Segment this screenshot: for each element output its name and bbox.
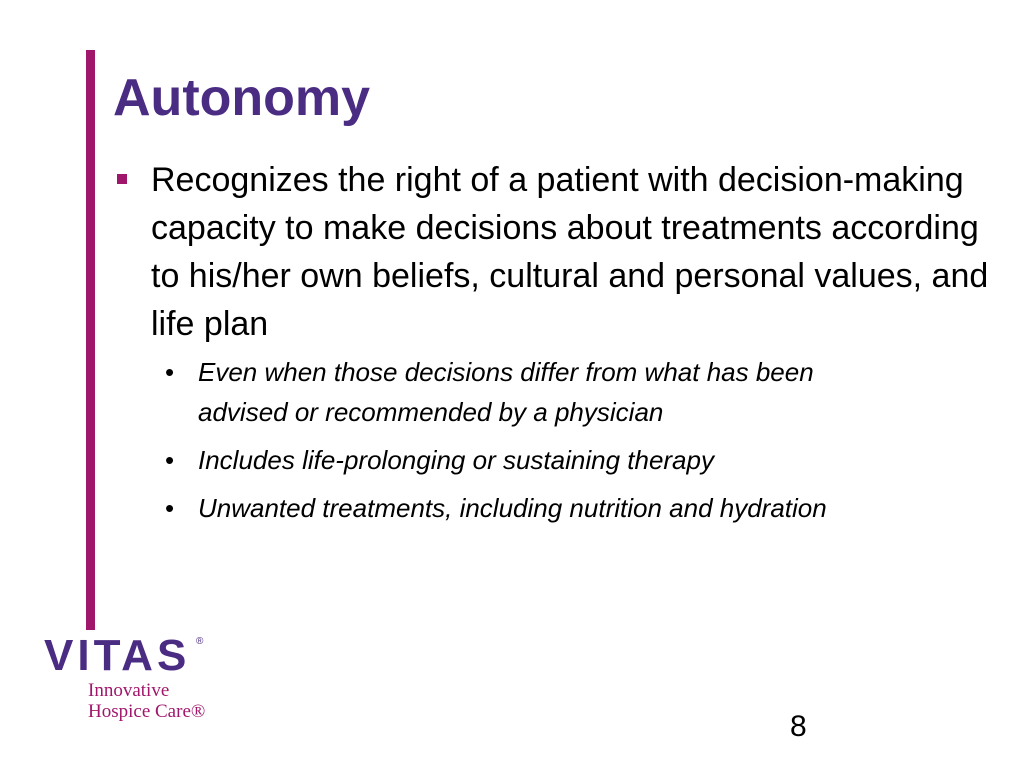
sub-bullet-text: Includes life-prolonging or sustaining therapy [198, 445, 714, 475]
bullet-text: Recognizes the right of a patient with decision-making capacity to make decisions about treatments according to his/her own beliefs, cultural and personal values, and life plan [151, 161, 989, 343]
tagline-line-2: Hospice Care® [88, 701, 206, 722]
sub-bullet-item [165, 440, 898, 480]
dot-bullet-icon: • [165, 445, 175, 475]
bullet-item [113, 156, 993, 348]
vitas-logo [44, 631, 244, 722]
slide-content [113, 156, 993, 536]
sub-bullet-list [113, 352, 993, 528]
tagline-line-1: Innovative [88, 680, 170, 701]
sub-bullet-text: Unwanted treatments, including nutrition and hydration [198, 493, 827, 523]
accent-bar [86, 50, 95, 630]
logo-wordmark: VITAS [44, 631, 191, 680]
sub-bullet-text: Even when those decisions differ from what has been advised or recommended by a physician [198, 357, 814, 427]
logo-tagline [88, 680, 205, 722]
dot-bullet-icon: • [165, 493, 175, 523]
sub-bullet-item [165, 352, 898, 432]
dot-bullet-icon: • [165, 357, 175, 387]
sub-bullet-item [165, 488, 898, 528]
page-number: 8 [790, 710, 807, 743]
square-bullet-icon [117, 174, 127, 184]
registered-mark: ® [196, 636, 204, 647]
slide-title: Autonomy [113, 69, 371, 127]
